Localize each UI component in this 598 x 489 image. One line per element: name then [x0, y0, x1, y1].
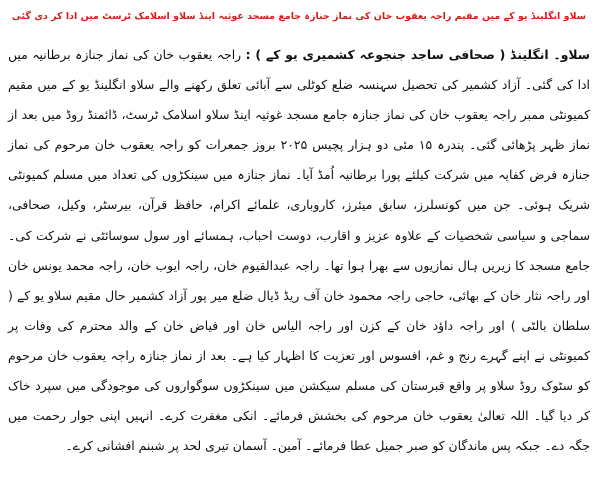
dateline: سلاو۔ انگلینڈ ( صحافی ساجد جنجوعہ کشمیری یو کے ) :	[245, 47, 590, 62]
article-text: راجہ یعقوب خان کی نماز جنازہ برطانیہ میں ادا کی گئی۔ آزاد کشمیر کی تحصیل سہنسہ ضلع کوٹلی سے آبائی تعلق رکھنے والے سلاو انگلینڈ یو کے میں مقیم کمیونٹی ممبر راجہ یعقوب خان کی نماز جنازہ جامع مسجد غوثیہ اینڈ سلاو اسلامک ٹرسٹ، ڈائمنڈ روڈ میں بعد از نماز ظہر پڑھائی گئی۔ پندرہ ۱۵ مئی دو ہزار پچیس ۲۰۲۵ بروز جمعرات کو راجہ یعقوب خان مرحوم کی نماز جنازہ فرض کفایہ میں شرکت کیلئے پورا برطانیہ اُمڈ آیا۔ نماز جنازہ میں سینکڑوں کی تعداد میں مسلم کمیونٹی شریک ہوئی۔ جن میں کونسلرز، سابق میئرز، کاروباری، علمائے اکرام، حافظ قرآن، بیرسٹر، وکیل، صحافی، سماجی و سیاسی شخصیات کے علاوہ عزیز و اقارب، دوست احباب، ہمسائے اور سول سوسائٹی نے شرکت کی۔ جامع مسجد کا زیریں ہال نمازیوں سے بھرا ہوا تھا۔ راجہ عبدالقیوم خان، راجہ ایوب خان، راجہ محمد یونس خان اور راجہ نثار خان کے بھائی، حاجی راجہ محمود خان آف ریڈ ڈیال ضلع میر پور آزاد کشمیر حال مقیم سلاو یو کے ( سلطان بالٹی ) اور راجہ داؤد خان کے کزن اور راجہ الیاس خان اور فیاض خان کے والد محترم کی وفات پر کمیونٹی نے اپنے گہرے رنج و غم، افسوس اور تعزیت کا اظہار کیا ہے۔ بعد از نماز جنازہ راجہ یعقوب خان مرحوم کو سٹوک روڈ سلاو پر واقع قبرستان کی مسلم سیکشن میں سینکڑوں سوگواروں کی موجودگی میں سپرد خاک کر دیا گیا۔ اللہ تعالیٰ یعقوب خان مرحوم کی بخشش فرمائے۔ انکی مغفرت کرے۔ انہیں اپنی جوار رحمت میں جگہ دے۔ جبکہ پس ماندگان کو صبر جمیل عطا فرمائے۔ آمین۔ آسمان تیری لحد پر شبنم افشانی کرے۔	[8, 47, 591, 454]
headline: سلاو انگلینڈ یو کے میں مقیم راجہ یعقوب خان کی نماز جنازہ جامع مسجد غوثیہ اینڈ سلاو اسلامک ٹرسٹ میں ادا کر دی گئی	[11, 11, 587, 22]
article-body	[8, 40, 590, 461]
